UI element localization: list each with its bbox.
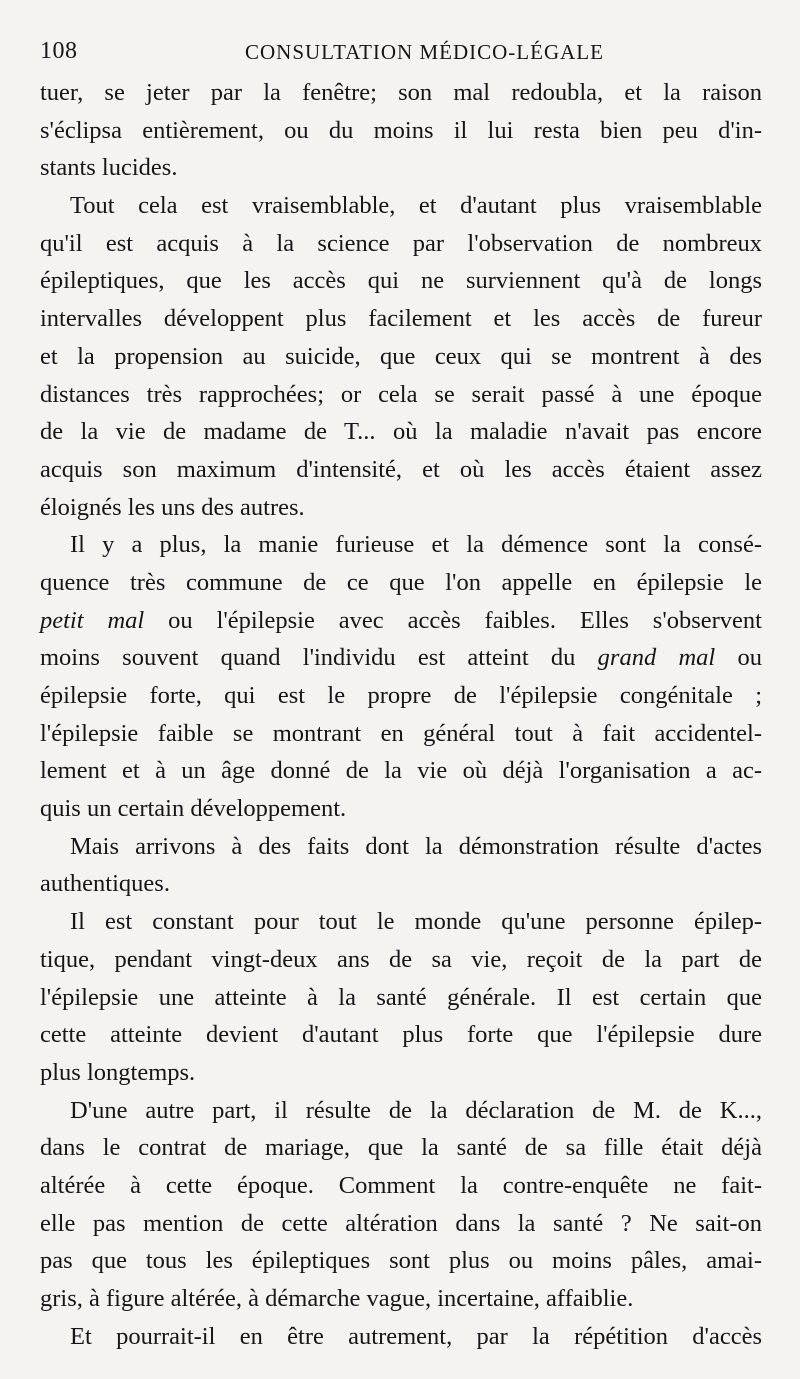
text-line: acquis son maximum d'intensité, et où les accès étaient assez [40, 455, 762, 483]
text-line: Il y a plus, la manie furieuse et la démence sont la consé- [70, 531, 762, 559]
paragraph-7 [40, 1318, 762, 1356]
text-line: de la vie de madame de T... où la maladie n'avait pas encore [40, 418, 762, 446]
paragraph-1 [40, 74, 762, 187]
text-line: Il est constant pour tout le monde qu'une personne épilep- [70, 908, 762, 936]
text-line: D'une autre part, il résulte de la déclaration de M. de K..., [70, 1096, 762, 1124]
text-line: épileptiques, que les accès qui ne surviennent qu'à de longs [40, 267, 762, 295]
text-line: Et pourrait-il en être autrement, par la répétition d'accès [70, 1322, 762, 1350]
text-line [40, 639, 762, 677]
text-line: éloignés les uns des autres. [40, 493, 305, 521]
paragraph-3 [40, 526, 762, 828]
text-line: gris, à figure altérée, à démarche vague, incertaine, affaiblie. [40, 1285, 634, 1312]
page-content [40, 36, 762, 1355]
text-line: épilepsie forte, qui est le propre de l'épilepsie congénitale ; [40, 682, 762, 709]
text-line: qu'il est acquis à la science par l'observation de nombreux [40, 229, 762, 257]
running-title: CONSULTATION MÉDICO-LÉGALE [245, 40, 604, 64]
text-line: Mais arrivons à des faits dont la démonstration résulte d'actes [70, 832, 762, 860]
text-line: Tout cela est vraisemblable, et d'autant plus vraisemblable [70, 192, 762, 220]
text-line: altérée à cette époque. Comment la contre-enquête ne fait- [40, 1171, 762, 1199]
text-line: pas que tous les épileptiques sont plus ou moins pâles, amai- [40, 1247, 762, 1275]
text-line: tique, pendant vingt-deux ans de sa vie, reçoit de la part de [40, 945, 762, 973]
paragraph-4 [40, 828, 762, 903]
text-line: lement et à un âge donné de la vie où déjà l'organisation a ac- [40, 757, 762, 785]
text-line: quence très commune de ce que l'on appelle en épilepsie le [40, 568, 762, 596]
italic-term-grand-mal: grand mal [597, 644, 716, 672]
text-run: ou [715, 644, 762, 672]
running-header [40, 36, 762, 74]
text-line: l'épilepsie faible se montrant en général tout à fait accidentel- [40, 719, 762, 747]
text-line: elle pas mention de cette altération dans la santé ? Ne sait-on [40, 1209, 762, 1237]
text-line: s'éclipsa entièrement, ou du moins il lui resta bien peu d'in- [40, 116, 762, 144]
text-line: plus longtemps. [40, 1058, 196, 1086]
paragraph-6 [40, 1092, 762, 1318]
text-run: ou l'épilepsie avec accès faibles. Elles s'observent [144, 606, 762, 634]
text-line [40, 602, 762, 640]
text-line: tuer, se jeter par la fenêtre; son mal redoubla, et la raison [40, 79, 762, 106]
text-line: quis un certain développement. [40, 795, 347, 823]
page-number: 108 [40, 38, 78, 64]
text-line: l'épilepsie une atteinte à la santé générale. Il est certain que [40, 983, 762, 1011]
text-line: authentiques. [40, 870, 170, 898]
text-line: distances très rapprochées; or cela se serait passé à une époque [40, 380, 762, 408]
text-line: stants lucides. [40, 154, 178, 182]
text-line: intervalles développent plus facilement et les accès de fureur [40, 305, 762, 333]
text-line: cette atteinte devient d'autant plus forte que l'épilepsie dure [40, 1021, 762, 1049]
text-run: moins souvent quand l'individu est atteint du [40, 644, 598, 672]
text-line: et la propension au suicide, que ceux qui se montrent à des [40, 342, 762, 370]
body-text [40, 74, 762, 1355]
paragraph-2 [40, 187, 762, 526]
paragraph-5 [40, 903, 762, 1091]
italic-term-petit-mal: petit mal [40, 606, 145, 634]
text-line: dans le contrat de mariage, que la santé de sa fille était déjà [40, 1134, 762, 1162]
